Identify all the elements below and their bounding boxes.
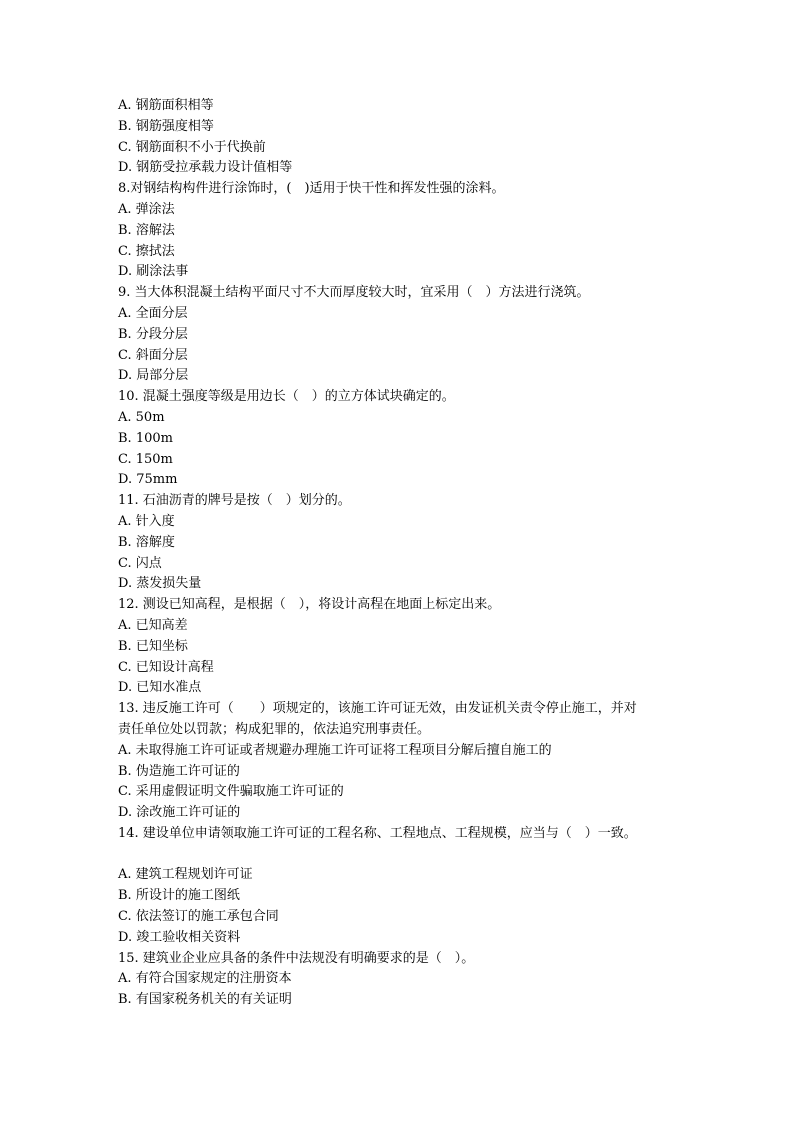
question-line: 11. 石油沥青的牌号是按（ ）划分的。	[118, 493, 351, 509]
option-line: D. 刷涂法事	[118, 264, 189, 280]
option-line: D. 已知水准点	[118, 680, 202, 696]
option-line: A. 50m	[118, 409, 165, 425]
question-line: 12. 测设已知高程，是根据（ ），将设计高程在地面上标定出来。	[118, 597, 501, 613]
option-line: A. 已知高差	[118, 617, 188, 633]
option-line: B. 有国家税务机关的有关证明	[118, 992, 292, 1008]
option-line: C. 采用虚假证明文件骗取施工许可证的	[118, 784, 344, 800]
option-line: C. 斜面分层	[118, 347, 188, 363]
option-line: B. 已知坐标	[118, 638, 188, 654]
option-line: D. 竣工验收相关资料	[118, 929, 241, 945]
option-line: D. 蒸发损失量	[118, 576, 202, 592]
option-line: A. 建筑工程规划许可证	[118, 867, 253, 883]
option-line: C. 依法签订的施工承包合同	[118, 909, 279, 925]
question-line-continued: 责任单位处以罚款；构成犯罪的，依法追究刑事责任。	[118, 721, 431, 737]
question-line: 8.对钢结构构件进行涂饰时，( )适用于快干性和挥发性强的涂料。	[118, 181, 505, 197]
option-line: A. 未取得施工许可证或者规避办理施工许可证将工程项目分解后擅自施工的	[118, 742, 552, 758]
option-line: B. 溶解法	[118, 222, 175, 238]
option-line: B. 溶解度	[118, 534, 175, 550]
question-line: 13. 违反施工许可（ ）项规定的，该施工许可证无效，由发证机关责令停止施工，并对	[118, 701, 637, 717]
option-line: C. 钢筋面积不小于代换前	[118, 139, 266, 155]
option-line: B. 伪造施工许可证的	[118, 763, 240, 779]
option-line: B. 所设计的施工图纸	[118, 888, 240, 904]
option-line: C. 擦拭法	[118, 243, 175, 259]
option-line: D. 75mm	[118, 472, 178, 488]
option-line: A. 全面分层	[118, 305, 188, 321]
option-line: D. 局部分层	[118, 368, 189, 384]
option-line: A. 钢筋面积相等	[118, 98, 214, 113]
option-line: D. 钢筋受拉承载力设计值相等	[118, 160, 293, 176]
option-line: B. 钢筋强度相等	[118, 118, 214, 134]
question-line: 9. 当大体积混凝土结构平面尺寸不大而厚度较大时，宜采用（ ）方法进行浇筑。	[118, 285, 590, 301]
option-line: B. 分段分层	[118, 326, 188, 342]
option-line: D. 涂改施工许可证的	[118, 805, 241, 821]
option-line: C. 已知设计高程	[118, 659, 214, 675]
question-line: 15. 建筑业企业应具备的条件中法规没有明确要求的是（ ）。	[118, 950, 475, 966]
blank-line	[118, 845, 718, 866]
question-line: 10. 混凝土强度等级是用边长（ ）的立方体试块确定的。	[118, 389, 455, 405]
option-line: C. 闪点	[118, 555, 162, 571]
option-line: C. 150m	[118, 451, 173, 467]
document-body	[118, 96, 718, 1011]
option-line: B. 100m	[118, 430, 173, 446]
question-line: 14. 建设单位申请领取施工许可证的工程名称、工程地点、工程规模，应当与（ ）一致。	[118, 825, 637, 841]
option-line: A. 有符合国家规定的注册资本	[118, 971, 292, 987]
option-line: A. 弹涂法	[118, 201, 175, 217]
option-line: A. 针入度	[118, 513, 175, 529]
